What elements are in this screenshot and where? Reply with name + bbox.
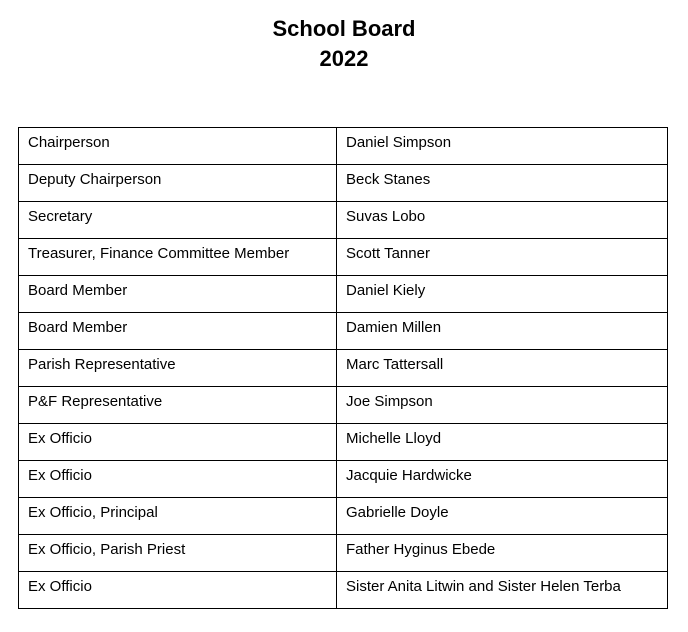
name-cell: Damien Millen [337, 313, 668, 350]
name-cell: Jacquie Hardwicke [337, 461, 668, 498]
board-members-table [18, 127, 668, 609]
table-row [19, 239, 668, 276]
table-row [19, 128, 668, 165]
role-cell: P&F Representative [19, 387, 337, 424]
name-cell: Suvas Lobo [337, 202, 668, 239]
table-row [19, 276, 668, 313]
table-row [19, 535, 668, 572]
table-row [19, 202, 668, 239]
role-cell: Treasurer, Finance Committee Member [19, 239, 337, 276]
role-cell: Ex Officio [19, 572, 337, 609]
name-cell: Michelle Lloyd [337, 424, 668, 461]
table-row [19, 424, 668, 461]
role-cell: Parish Representative [19, 350, 337, 387]
name-cell: Daniel Kiely [337, 276, 668, 313]
title-line-2: 2022 [319, 46, 369, 71]
role-cell: Ex Officio [19, 461, 337, 498]
table-row [19, 572, 668, 609]
role-cell: Ex Officio [19, 424, 337, 461]
title-line-1: School Board [272, 16, 416, 41]
table-row [19, 498, 668, 535]
name-cell: Joe Simpson [337, 387, 668, 424]
role-cell: Secretary [19, 202, 337, 239]
table-row [19, 165, 668, 202]
name-cell: Daniel Simpson [337, 128, 668, 165]
name-cell: Gabrielle Doyle [337, 498, 668, 535]
name-cell: Father Hyginus Ebede [337, 535, 668, 572]
table-row [19, 387, 668, 424]
role-cell: Ex Officio, Parish Priest [19, 535, 337, 572]
role-cell: Ex Officio, Principal [19, 498, 337, 535]
name-cell: Beck Stanes [337, 165, 668, 202]
name-cell: Scott Tanner [337, 239, 668, 276]
table-row [19, 350, 668, 387]
board-table-body [19, 128, 668, 609]
role-cell: Board Member [19, 313, 337, 350]
page-title [0, 14, 688, 74]
name-cell: Sister Anita Litwin and Sister Helen Terba [337, 572, 668, 609]
role-cell: Board Member [19, 276, 337, 313]
table-row [19, 313, 668, 350]
table-row [19, 461, 668, 498]
name-cell: Marc Tattersall [337, 350, 668, 387]
role-cell: Deputy Chairperson [19, 165, 337, 202]
role-cell: Chairperson [19, 128, 337, 165]
